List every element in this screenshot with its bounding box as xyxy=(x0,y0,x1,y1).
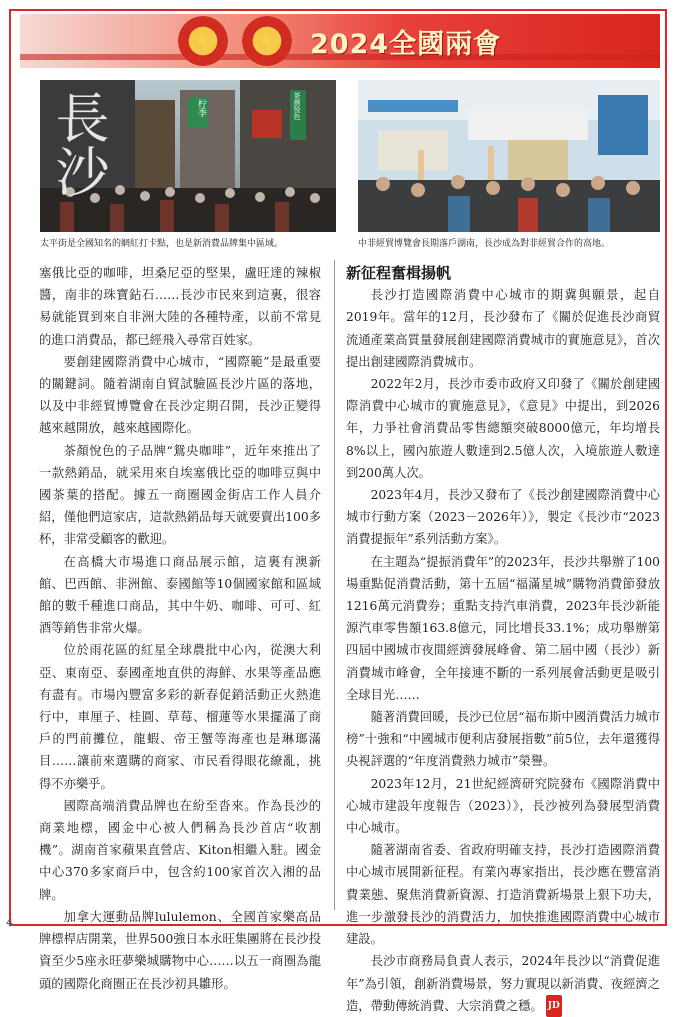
paragraph: 在主題為“提振消費年”的2023年，長沙共舉辦了100場重點促消費活動，第十五屆“福滿星城”購物消費節發放1216萬元消費券；重點支持汽車消費，2023年長沙新能源汽車零售額163.8億元，同比增長33.1%；成功舉辦第四屆中國城市夜間經濟發展峰會、第二屆中國（長沙）新消費城市峰會，全年接連不斷的一系列展會活動更是吸引全球目光…… xyxy=(346,554,660,702)
banner-title: 2024全國兩會 xyxy=(310,29,502,60)
section-heading: 新征程奮楫揚帆 xyxy=(346,264,452,282)
right-column xyxy=(346,262,660,1017)
paragraph: 塞俄比亞的咖啡，坦桑尼亞的堅果，盧旺達的辣椒醬，南非的珠寶鉆石……長沙市民來到這裏，很容易就能買到來自非洲大陸的各種特產，以前不常見的進口消費品，都已經飛入尋常百姓家。 xyxy=(39,266,321,347)
paragraph-last xyxy=(346,950,660,1017)
national-emblem-icon: ★ xyxy=(178,16,228,66)
paragraph: 茶顏悅色的子品牌“鴛央咖啡”，近年來推出了一款熱銷品，就采用來自埃塞俄比亞的咖啡豆與中國茶葉的搭配。據五一商圈國金街店工作人員介紹，僅他們這家店，這款熱銷品每天就要賣出100多杯，非常受顧客的歡迎。 xyxy=(39,443,321,547)
paragraph: 國際高端消費品牌也在紛至沓來。作為長沙的商業地標，國金中心被人們稱為長沙首店“收割機”。湖南首家蘋果直營店、Kiton相繼入駐。國金中心370多家商戶中，包含約100家首次入湘的品牌。 xyxy=(39,798,321,902)
paragraph: 要創建國際消費中心城市，“國際範”是最重要的關鍵詞。隨着湖南自貿試驗區長沙片區的落地，以及中非經貿博覽會在長沙定期召開，長沙正變得越來越開放，越來越國際化。 xyxy=(39,354,321,436)
header-banner xyxy=(20,14,660,68)
paragraph: 加拿大運動品牌lululemon、全國首家樂高品牌標桿店開業，世界500強日本永旺集團將在長沙投資至少5座永旺夢樂城購物中心……以五一商圈為龍頭的國際化商圈正在長沙初具雛形。 xyxy=(39,909,321,991)
end-logo-icon: JD xyxy=(546,995,562,1017)
paragraph: 2022年2月，長沙市委市政府又印發了《關於創建國際消費中心城市的實施意見》，《意見》中提出，到2026年，力爭社會消費品零售總額突破8000億元，年均增長8%以上，國內旅遊人數達到2.5億人次，入境旅遊人數達到200萬人次。 xyxy=(346,377,660,480)
street-photo xyxy=(40,80,336,232)
left-column xyxy=(39,262,321,995)
left-photo-caption: 太平街是全國知名的網紅打卡點，也是新消費品牌集中區域。 xyxy=(40,239,284,249)
cppcc-emblem-icon: ★ xyxy=(242,16,292,66)
paragraph: 2023年12月，21世紀經濟研究院發布《國際消費中心城市建設年度報告（2023）》，長沙被列為發展型消費中心城市。 xyxy=(346,776,660,836)
expo-photo xyxy=(358,80,660,232)
shop-sign-2: 茶颜悦色 xyxy=(293,92,301,120)
changsha-sign: 長沙 xyxy=(47,90,110,198)
page-number: 4 xyxy=(6,916,13,929)
shop-sign-1: 柠季 xyxy=(196,99,206,117)
paragraph: 2023年4月，長沙又發布了《長沙創建國際消費中心城市行動方案（2023－2026年）》，製定《長沙市“2023消費提振年”系列活動方案》。 xyxy=(346,488,660,547)
paragraph: 位於雨花區的紅星全球農批中心內，從澳大利亞、東南亞、泰國產地直供的海鮮、水果等產品應有盡有。市場內豐富多彩的新春促銷活動正火熱進行中，車厘子、桂圓、草莓、榴蓮等水果擺滿了商戶的門前攤位，龍蝦、帝王蟹等海產也是琳瑯滿目……讓前來選購的商家、市民看得眼花繚亂，挑得不亦樂乎。 xyxy=(39,643,321,791)
paragraph: 隨著湖南省委、省政府明確支持，長沙打造國際消費中心城市展開新征程。有業內專家指出，長沙應在豐富消費業態、聚焦消費新資源、打造消費新場景上狠下功夫，進一步激發長沙的消費活力，加快推進國際消費中心城市建設。 xyxy=(346,843,660,947)
paragraph: 在高橋大市場進口商品展示館，這裏有澳新館、巴西館、非洲館、泰國館等10個國家館和區域館的數千種進口商品，其中牛奶、咖啡、可可、紅酒等銷售非常火爆。 xyxy=(39,554,321,636)
column-divider xyxy=(334,260,335,910)
paragraph-text: 長沙市商務局負責人表示，2024年長沙以“消費促進年”為引領，創新消費場景，努力實現以新消費、夜經濟之造，帶動傳統消費、大宗消費之穩。 xyxy=(346,954,660,1013)
paragraph: 長沙打造國際消費中心城市的期冀與願景，起自2019年。當年的12月，長沙發布了《關於促進長沙商貿流通產業高質量發展創建國際消費城市的實施意見》，首次提出創建國際消費城市。 xyxy=(346,288,660,369)
paragraph: 隨著消費回暖，長沙已位居“福布斯中國消費活力城市榜”十強和“中國城市便利店發展指數”前5位，去年還獲得央視評選的“年度消費熱力城市”榮譽。 xyxy=(346,710,660,769)
right-photo-caption: 中非經貿博覽會長期落戶湖南，長沙成為對非經貿合作的高地。 xyxy=(358,239,611,249)
